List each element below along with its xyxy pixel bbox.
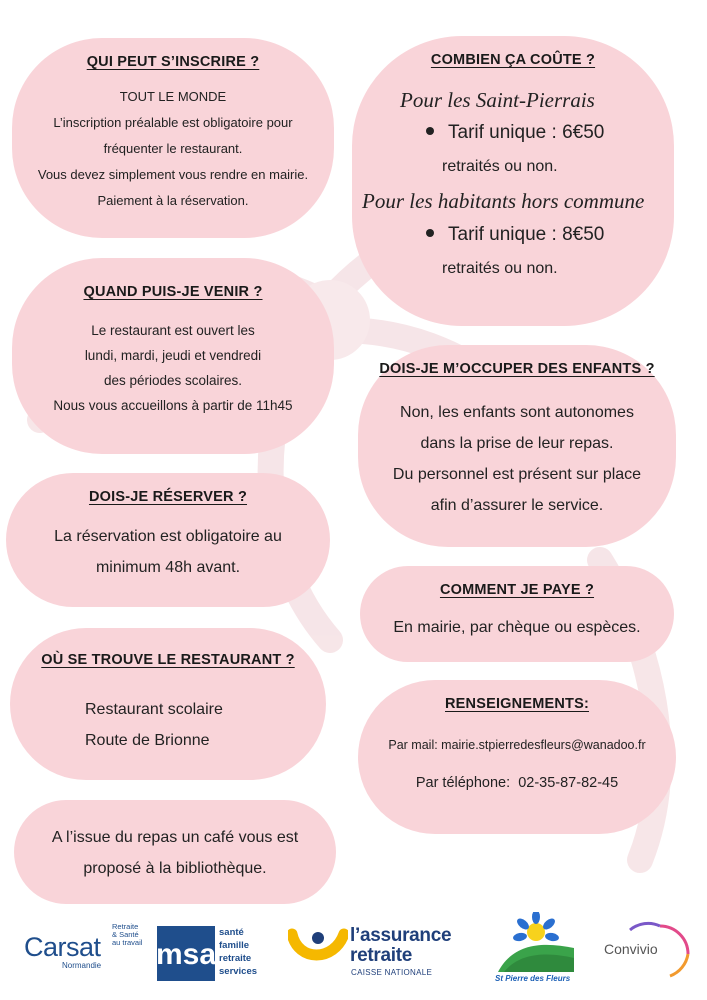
partner-logos [0, 910, 707, 1000]
card-title: RENSEIGNEMENTS: [445, 696, 589, 712]
tarif-value: Tarif unique : 6€50 [448, 122, 605, 143]
card-title: COMMENT JE PAYE ? [439, 582, 595, 598]
card-combien-ca-coute [352, 36, 674, 326]
carsat-name: Carsat [24, 932, 101, 962]
text-line: Paiement à la réservation. [97, 193, 249, 208]
text-line: des périodes scolaires. [103, 373, 243, 388]
card-title: OÙ SE TROUVE LE RESTAURANT ? [41, 652, 295, 668]
carsat-tagline: Retraite & Santé au travail [112, 922, 143, 947]
msa-emblem [157, 926, 215, 981]
text-line: Nous vous accueillons à partir de 11h45 [53, 398, 293, 413]
text-line: Du personnel est présent sur place [392, 466, 642, 483]
card-renseignements [358, 680, 676, 834]
bullet-icon [426, 229, 434, 237]
tarif-group-heading: Pour les Saint-Pierrais [400, 88, 595, 112]
assurance-retraite-emblem-icon [288, 928, 348, 968]
tarif-line [352, 218, 674, 252]
text-line: dans la prise de leur repas. [420, 435, 614, 452]
msa-words: santé famille retraite services [219, 927, 258, 977]
svg-text:msa: msa [157, 938, 215, 971]
text-line: La réservation est obligatoire au [54, 528, 282, 545]
card-dois-je-reserver [6, 473, 330, 607]
address-line: Restaurant scolaire [85, 701, 223, 718]
flower-sun-icon [494, 912, 578, 976]
card-title: DOIS-JE M’OCCUPER DES ENFANTS ? [379, 361, 655, 377]
text-line: Le restaurant est ouvert les [91, 323, 255, 338]
text-line: minimum 48h avant. [95, 559, 241, 576]
text-line: A l’issue du repas un café vous est [51, 829, 299, 846]
address-line: Route de Brionne [85, 732, 210, 749]
text-line: L’inscription préalable est obligatoire pour [53, 115, 293, 130]
card-title: QUAND PUIS-JE VENIR ? [83, 284, 263, 300]
text-line: proposé à la bibliothèque. [83, 860, 267, 877]
assurance-retraite-name: l’assurance retraite [350, 925, 452, 966]
assurance-retraite-caisse: CAISSE NATIONALE [351, 968, 433, 977]
text-line: Non, les enfants sont autonomes [400, 404, 634, 421]
card-quand-puis-je-venir [12, 258, 334, 454]
text-line: fréquenter le restaurant. [103, 141, 243, 156]
card-dois-je-moccuper-des-enfants [358, 345, 676, 547]
card-comment-je-paye [360, 566, 674, 662]
card-cafe-bibliotheque [14, 800, 336, 904]
text-line: En mairie, par chèque ou espèces. [393, 619, 641, 636]
contact-telephone[interactable]: Par téléphone: 02-35-87-82-45 [415, 775, 619, 791]
card-title: DOIS-JE RÉSERVER ? [88, 489, 248, 505]
tarif-value: Tarif unique : 8€50 [448, 224, 605, 245]
card-qui-peut-sinscrire [12, 38, 334, 238]
tarif-note: retraités ou non. [442, 260, 558, 277]
text-line: afin d’assurer le service. [430, 497, 604, 514]
convivio-name: Convivio [604, 941, 658, 957]
text-line: Vous devez simplement vous rendre en mairie. [37, 167, 309, 182]
carsat-region: Normandie [62, 961, 102, 970]
text-line: lundi, mardi, jeudi et vendredi [84, 348, 262, 363]
card-ou-se-trouve-le-restaurant [10, 628, 326, 780]
contact-mail[interactable]: Par mail: mairie.stpierredesfleurs@wanadoo.fr [388, 738, 646, 752]
card-title: QUI PEUT S’INSCRIRE ? [86, 54, 260, 70]
bullet-icon [426, 127, 434, 135]
tarif-group-heading: Pour les habitants hors commune [362, 189, 645, 213]
card-title: COMBIEN ÇA COÛTE ? [430, 52, 596, 68]
st-pierre-name: St Pierre des Fleurs [495, 974, 571, 983]
msa-letters-icon [157, 926, 215, 981]
text-line: TOUT LE MONDE [119, 89, 227, 104]
tarif-line [352, 116, 674, 150]
tarif-note: retraités ou non. [442, 158, 558, 175]
